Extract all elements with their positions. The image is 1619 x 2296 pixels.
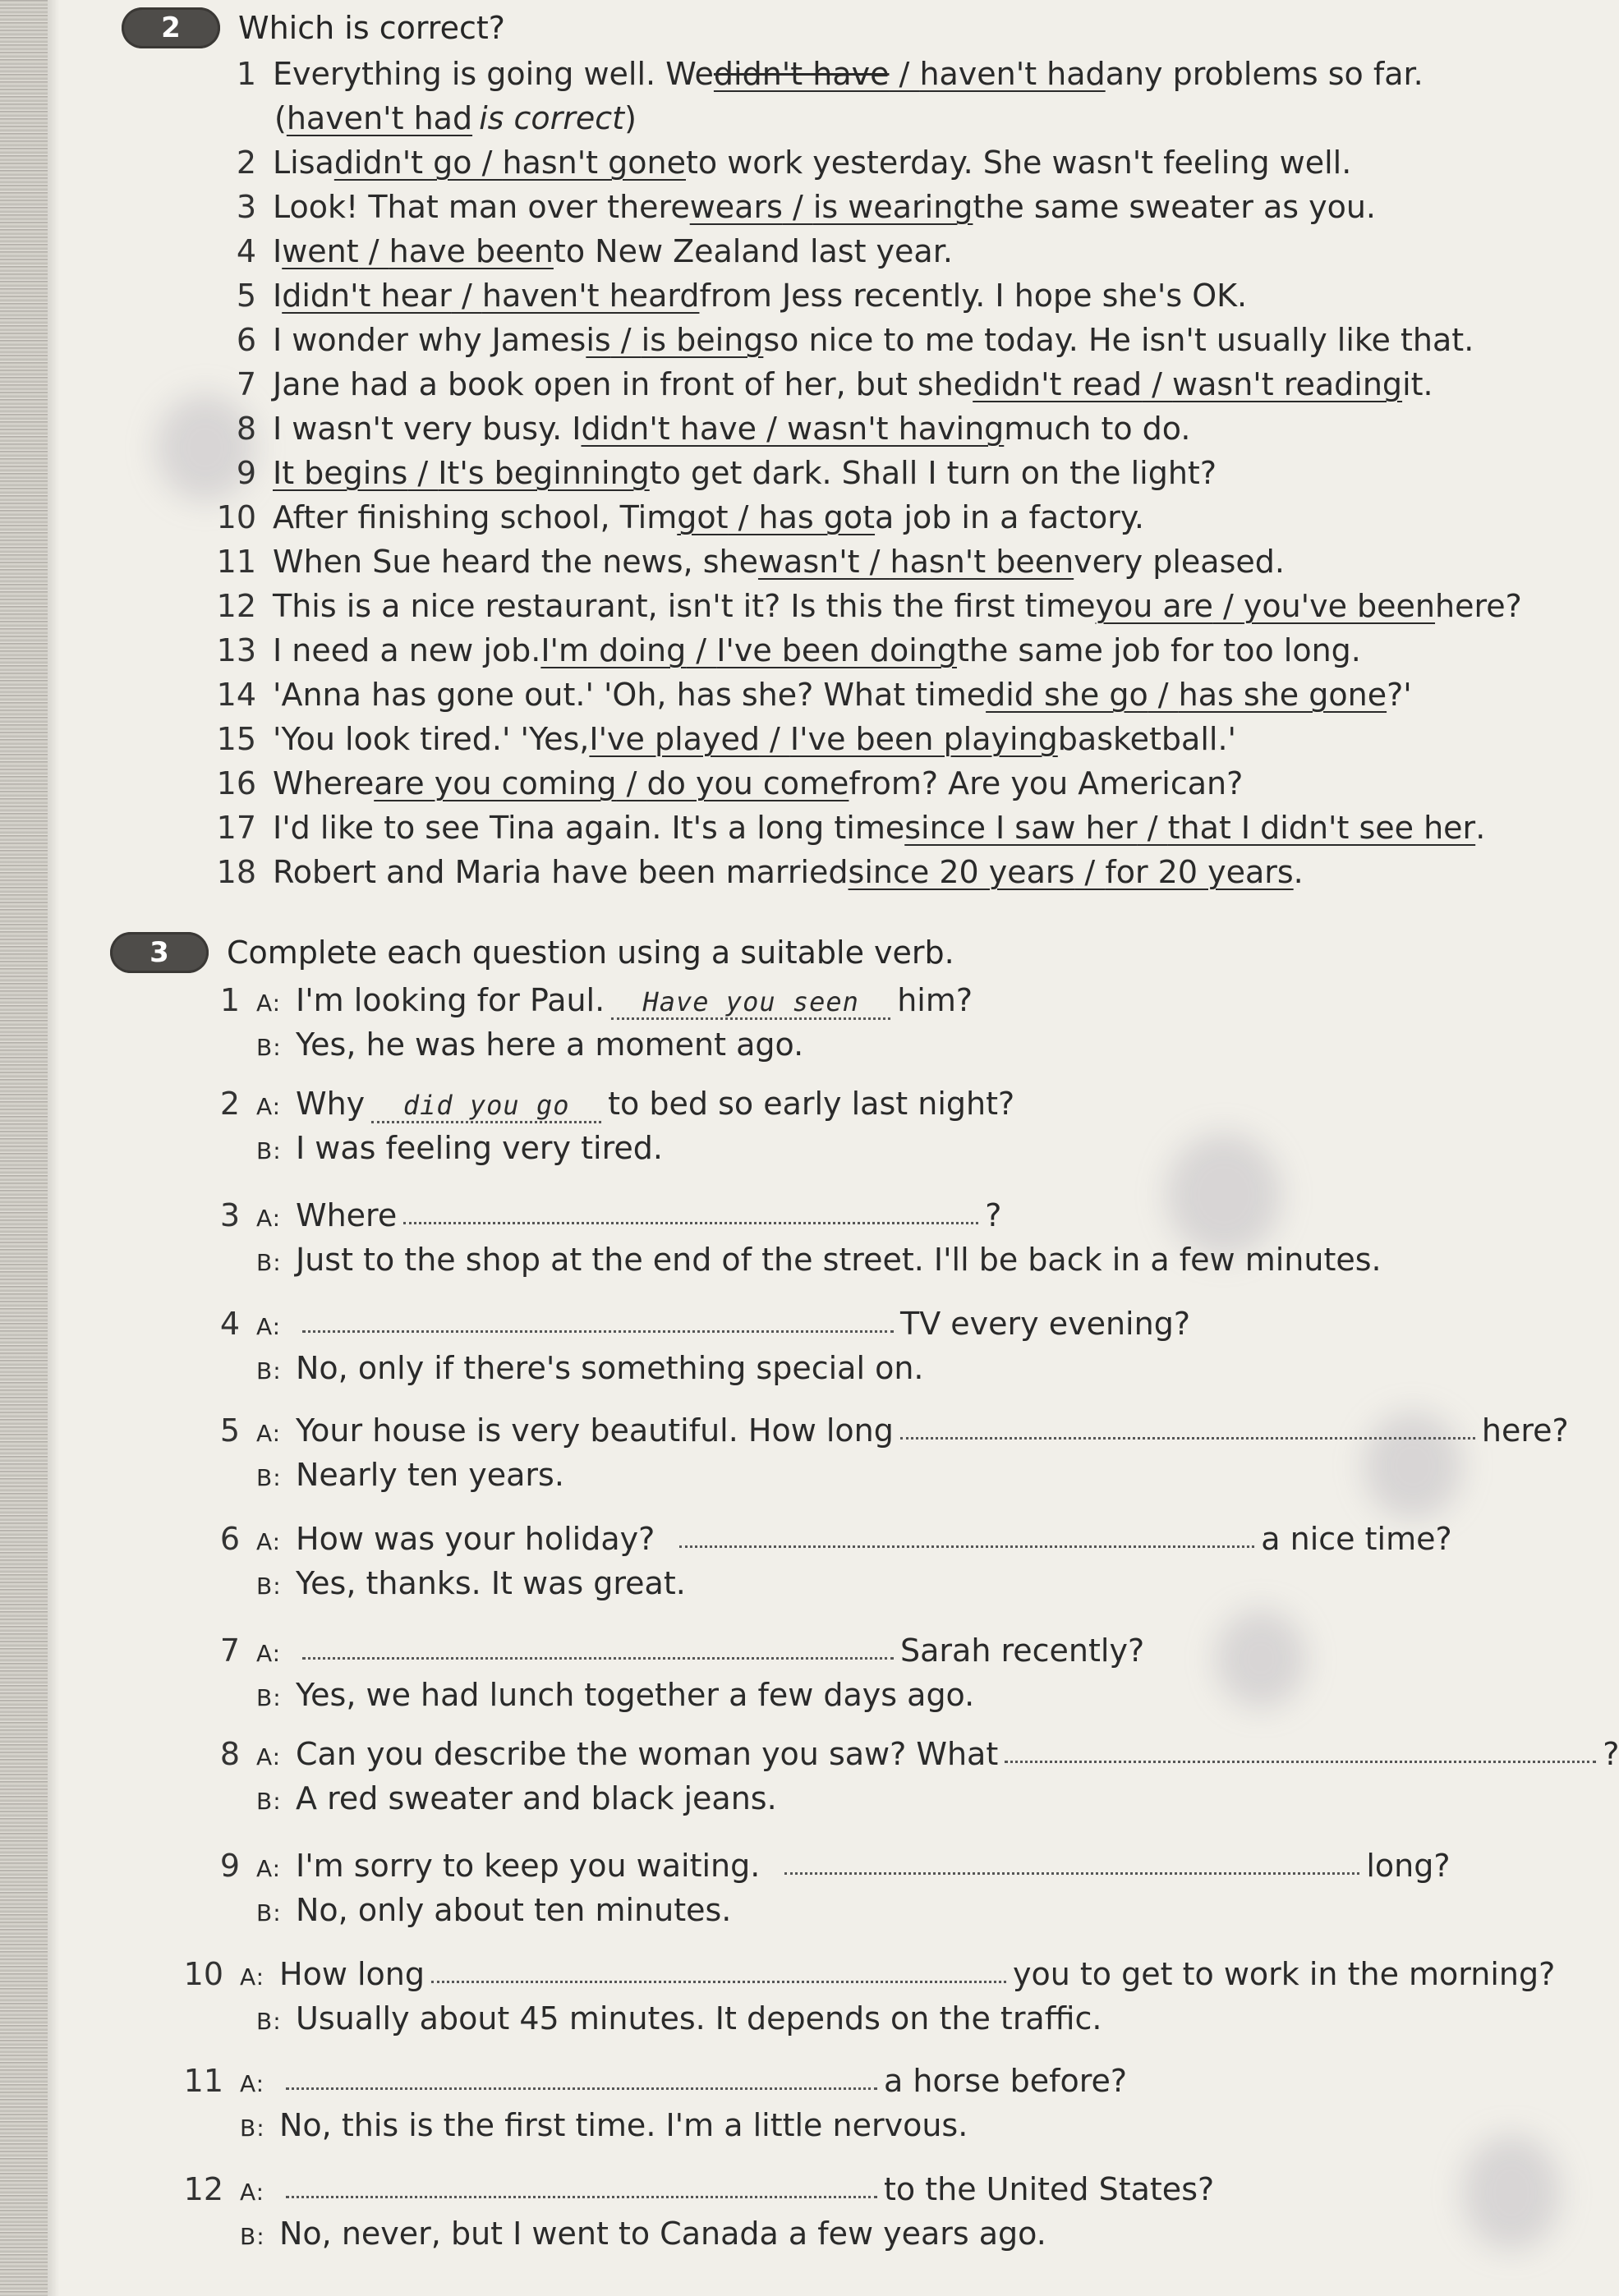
exercise-3-line-b	[191, 1242, 1382, 1286]
exercise-2-item	[207, 455, 1217, 499]
speaker-label: A:	[256, 1528, 282, 1555]
item-number: 16	[216, 765, 256, 801]
answer-blank[interactable]	[679, 1542, 1254, 1548]
speaker-label: B:	[256, 2008, 282, 2035]
choice-option[interactable]: didn't go	[333, 145, 472, 181]
response-text: Yes, he was here a moment ago.	[296, 1026, 804, 1063]
answer-blank[interactable]	[302, 1654, 894, 1660]
response-text: A red sweater and black jeans.	[296, 1780, 777, 1816]
item-text: I need a new job.	[273, 632, 541, 668]
speaker-label: B:	[256, 1899, 282, 1926]
item-text: I wasn't very busy. I	[273, 411, 582, 447]
example-correct-answer: haven't had	[286, 100, 473, 136]
item-text: ?'	[1387, 677, 1412, 713]
item-text: 'Anna has gone out.' 'Oh, has she? What time	[273, 677, 987, 713]
exercise-3-line-a	[191, 1521, 1452, 1565]
item-text: Where	[273, 765, 375, 801]
exercise-3-line-a	[191, 1086, 1014, 1130]
choice-pair: since 20 years / for 20 years	[848, 854, 1294, 890]
choice-option-crossed[interactable]: didn't have	[713, 56, 890, 92]
choice-option[interactable]: It begins	[273, 455, 408, 491]
question-text: to the United States?	[884, 2171, 1215, 2207]
exercise-3-line-b	[191, 1026, 803, 1071]
speaker-label: A:	[256, 990, 282, 1017]
item-text: a job in a factory.	[875, 499, 1144, 535]
item-text: any problems so far.	[1105, 56, 1424, 92]
answer-blank[interactable]	[784, 1869, 1359, 1875]
exercise-2-item	[207, 499, 1144, 544]
item-number: 3	[236, 189, 256, 225]
exercise-3-header	[110, 931, 954, 974]
choice-option[interactable]: wasn't having	[786, 411, 1005, 447]
speaker-label: B:	[256, 1573, 282, 1600]
item-number: 6	[219, 1521, 240, 1557]
choice-option[interactable]: is being	[641, 322, 764, 358]
choice-option[interactable]: I've been doing	[716, 632, 957, 668]
speaker-label: A:	[256, 1093, 282, 1120]
answer-blank[interactable]: did you go	[371, 1090, 601, 1123]
item-number: 14	[216, 677, 256, 713]
choice-option[interactable]: wasn't	[757, 544, 860, 580]
exercise-3-line-b	[191, 2000, 1102, 2045]
choice-option[interactable]: is wearing	[812, 189, 973, 225]
choice-option[interactable]: that I didn't see her	[1167, 810, 1476, 846]
answer-blank[interactable]: Have you seen	[611, 986, 890, 1020]
choice-pair: I've played / I've been playing	[589, 721, 1058, 757]
item-text: 'You look tired.' 'Yes,	[273, 721, 590, 757]
item-text: Everything is going well. We	[273, 56, 714, 92]
exercise-2-item	[207, 189, 1376, 233]
item-text: This is a nice restaurant, isn't it? Is this the first time	[273, 588, 1096, 624]
exercise-2-item	[207, 810, 1485, 854]
question-text: you to get to work in the morning?	[1013, 1956, 1556, 1992]
choice-option[interactable]: It's beginning	[438, 455, 650, 491]
item-text: Look! That man over there	[273, 189, 690, 225]
choice-pair: wasn't / hasn't been	[757, 544, 1074, 580]
item-number: 9	[219, 1848, 240, 1884]
choice-pair: did she go / has she gone	[986, 677, 1387, 713]
item-text: .	[1475, 810, 1486, 846]
exercise-3-line-a	[174, 1956, 1555, 2000]
answer-blank[interactable]	[302, 1327, 894, 1333]
exercise-3-line-a	[191, 1197, 1001, 1242]
speaker-label: A:	[256, 1205, 282, 1232]
exercise-2-item	[207, 366, 1433, 411]
question-text: to bed so early last night?	[608, 1086, 1015, 1122]
speaker-label: B:	[256, 1137, 282, 1164]
choice-option[interactable]: haven't heard	[481, 278, 700, 314]
question-text: Sarah recently?	[900, 1632, 1145, 1669]
exercise-2-item	[207, 411, 1190, 455]
item-text: I	[273, 278, 283, 314]
question-text: Your house is very beautiful. How long	[296, 1412, 894, 1449]
speaker-label: A:	[256, 1420, 282, 1447]
exercise-3-line-a	[191, 1632, 1144, 1677]
exercise-3-line-a	[174, 2171, 1214, 2216]
exercise-instruction: Complete each question using a suitable verb.	[227, 934, 954, 971]
exercise-2-item	[207, 322, 1474, 366]
choice-option[interactable]: I've been playing	[789, 721, 1058, 757]
exercise-2-item	[207, 278, 1247, 322]
item-number: 9	[236, 455, 256, 491]
item-number: 7	[219, 1632, 240, 1669]
exercise-2-item	[207, 588, 1522, 632]
item-text: Lisa	[273, 145, 334, 181]
exercise-number-badge: 2	[122, 7, 220, 48]
question-text: I'm looking for Paul.	[296, 982, 605, 1018]
item-text: After finishing school, Tim	[273, 499, 678, 535]
choice-option[interactable]: are you coming	[374, 765, 617, 801]
exercise-3-line-a	[191, 982, 973, 1026]
exercise-2-item	[207, 765, 1243, 810]
item-text: so nice to me today. He isn't usually like that.	[763, 322, 1474, 358]
question-text: him?	[897, 982, 973, 1018]
exercise-2-item	[207, 56, 1424, 100]
exercise-3-line-b	[174, 2216, 1046, 2260]
exercise-2-item	[207, 854, 1304, 898]
item-text: Jane had a book open in front of her, but she	[273, 366, 973, 402]
response-text: Just to the shop at the end of the street. I'll be back in a few minutes.	[296, 1242, 1382, 1278]
item-number: 13	[216, 632, 256, 668]
question-text: ?	[1603, 1736, 1619, 1772]
item-text: I	[273, 233, 283, 269]
exercise-2-item	[207, 677, 1412, 721]
exercise-2-item	[207, 233, 953, 278]
answer-blank[interactable]	[431, 1977, 1006, 1983]
item-number: 10	[183, 1956, 223, 1992]
answer-blank[interactable]	[1005, 1757, 1596, 1763]
exercise-3-line-a	[191, 1306, 1190, 1350]
speaker-label: A:	[240, 2070, 265, 2097]
question-text: a horse before?	[884, 2063, 1128, 2099]
question-text: I'm sorry to keep you waiting.	[296, 1848, 761, 1884]
question-text: long?	[1366, 1848, 1451, 1884]
question-text: How was your holiday?	[296, 1521, 655, 1557]
exercise-2-item	[207, 145, 1351, 189]
choice-option[interactable]: I've played	[589, 721, 760, 757]
item-number: 18	[216, 854, 256, 890]
choice-option[interactable]: have been	[389, 233, 554, 269]
item-number: 1	[219, 982, 240, 1018]
exercise-3-line-b	[191, 1677, 974, 1721]
item-text: When Sue heard the news, she	[273, 544, 758, 580]
choice-pair: It begins / It's beginning	[273, 455, 650, 491]
choice-option[interactable]: didn't have	[581, 411, 757, 447]
item-number: 5	[236, 278, 256, 314]
item-number: 17	[216, 810, 256, 846]
response-text: Yes, thanks. It was great.	[296, 1565, 686, 1601]
item-number: 8	[236, 411, 256, 447]
choice-option[interactable]: for 20 years	[1105, 854, 1294, 890]
exercise-3-line-b	[191, 1350, 924, 1394]
choice-option[interactable]: you've been	[1243, 588, 1436, 624]
choice-pair: are you coming / do you come	[374, 765, 849, 801]
question-text: Where	[296, 1197, 398, 1233]
choice-option[interactable]: wears	[689, 189, 783, 225]
choice-option[interactable]: did she go	[986, 677, 1148, 713]
answer-blank[interactable]	[286, 2084, 877, 2090]
response-text: Nearly ten years.	[296, 1457, 564, 1493]
item-text: it.	[1402, 366, 1433, 402]
item-number: 12	[216, 588, 256, 624]
choice-pair: since I saw her / that I didn't see her	[904, 810, 1476, 846]
exercise-3-line-a	[191, 1412, 1569, 1457]
item-text: Robert and Maria have been married	[273, 854, 849, 890]
item-number: 1	[236, 56, 256, 92]
speaker-label: A:	[256, 1855, 282, 1882]
choice-pair: wears / is wearing	[689, 189, 973, 225]
item-text: very pleased.	[1074, 544, 1285, 580]
question-text: here?	[1481, 1412, 1569, 1449]
choice-option[interactable]: since 20 years	[848, 854, 1075, 890]
item-text: here?	[1435, 588, 1522, 624]
choice-option[interactable]: has got	[758, 499, 876, 535]
item-text: to get dark. Shall I turn on the light?	[649, 455, 1217, 491]
choice-option[interactable]: went	[282, 233, 359, 269]
item-text: to New Zealand last year.	[553, 233, 953, 269]
choice-option[interactable]: hasn't been	[890, 544, 1074, 580]
choice-pair: didn't hear / haven't heard	[282, 278, 700, 314]
exercise-number-badge: 3	[110, 932, 209, 973]
exercise-2-item	[207, 544, 1285, 588]
exercise-3-line-b	[191, 1780, 777, 1825]
choice-option[interactable]: didn't hear	[282, 278, 452, 314]
item-number: 3	[219, 1197, 240, 1233]
response-text: Yes, we had lunch together a few days ago.	[296, 1677, 975, 1713]
item-number: 11	[183, 2063, 223, 2099]
question-text: Why	[296, 1086, 366, 1122]
question-text: ?	[985, 1197, 1002, 1233]
answer-blank[interactable]	[900, 1434, 1475, 1440]
item-number: 2	[219, 1086, 240, 1122]
item-number: 15	[216, 721, 256, 757]
response-text: No, only if there's something special on.	[296, 1350, 924, 1386]
response-text: Usually about 45 minutes. It depends on the traffic.	[296, 2000, 1102, 2037]
item-text: the same job for too long.	[956, 632, 1361, 668]
item-number: 6	[236, 322, 256, 358]
example-note-text: is correct	[479, 100, 625, 136]
choice-pair: didn't have / wasn't having	[581, 411, 1005, 447]
item-text: the same sweater as you.	[973, 189, 1377, 225]
exercise-3-line-a	[191, 1736, 1619, 1780]
choice-pair: got / has got	[677, 499, 876, 535]
item-text: I wonder why James	[273, 322, 586, 358]
choice-option[interactable]: since I saw her	[904, 810, 1138, 846]
item-number: 7	[236, 366, 256, 402]
speaker-label: B:	[240, 2223, 265, 2250]
answer-blank[interactable]	[286, 2193, 877, 2198]
question-text: TV every evening?	[900, 1306, 1190, 1342]
choice-pair: didn't go / hasn't gone	[333, 145, 686, 181]
speaker-label: A:	[256, 1640, 282, 1667]
speaker-label: A:	[240, 1963, 265, 1991]
speaker-label: B:	[256, 1034, 282, 1061]
choice-option[interactable]: got	[677, 499, 729, 535]
answer-blank[interactable]	[403, 1219, 978, 1224]
choice-pair: didn't have / haven't had	[713, 56, 1106, 92]
choice-option[interactable]: wasn't reading	[1172, 366, 1403, 402]
item-number: 4	[236, 233, 256, 269]
item-text: I'd like to see Tina again. It's a long time	[273, 810, 905, 846]
speaker-label: B:	[256, 1788, 282, 1815]
question-text: a nice time?	[1261, 1521, 1452, 1557]
item-number: 11	[216, 544, 256, 580]
question-text: How long	[279, 1956, 425, 1992]
item-number: 10	[216, 499, 256, 535]
item-number: 5	[219, 1412, 240, 1449]
exercise-instruction: Which is correct?	[238, 10, 505, 46]
item-text: from Jess recently. I hope she's OK.	[699, 278, 1248, 314]
exercise-3-line-b	[191, 1457, 564, 1501]
choice-option[interactable]: I'm doing	[540, 632, 687, 668]
item-text: .	[1293, 854, 1304, 890]
speaker-label: A:	[240, 2179, 265, 2206]
choice-pair: I'm doing / I've been doing	[540, 632, 957, 668]
item-number: 4	[219, 1306, 240, 1342]
choice-option[interactable]: do you come	[646, 765, 849, 801]
choice-option[interactable]: hasn't gone	[502, 145, 686, 181]
response-text: I was feeling very tired.	[296, 1130, 663, 1166]
response-text: No, this is the first time. I'm a little nervous.	[279, 2107, 968, 2143]
example-note: (haven't had is correct)	[274, 100, 637, 136]
choice-option[interactable]: didn't read	[973, 366, 1143, 402]
choice-option[interactable]: haven't had	[919, 56, 1106, 92]
choice-pair: didn't read / wasn't reading	[973, 366, 1403, 402]
choice-pair: went / have been	[282, 233, 554, 269]
choice-option[interactable]: you are	[1095, 588, 1213, 624]
speaker-label: B:	[256, 1684, 282, 1711]
exercise-2-item	[207, 632, 1361, 677]
response-text: No, never, but I went to Canada a few years ago.	[279, 2216, 1046, 2252]
exercise-3-line-b	[174, 2107, 968, 2151]
item-text: from? Are you American?	[849, 765, 1244, 801]
choice-pair: is / is being	[586, 322, 764, 358]
speaker-label: B:	[256, 1357, 282, 1384]
item-number: 2	[236, 145, 256, 181]
item-text: to work yesterday. She wasn't feeling well.	[685, 145, 1352, 181]
item-text: basketball.'	[1057, 721, 1236, 757]
speaker-label: B:	[256, 1464, 282, 1491]
exercise-2-item	[207, 721, 1236, 765]
response-text: No, only about ten minutes.	[296, 1892, 732, 1928]
question-text: Can you describe the woman you saw? What	[296, 1736, 999, 1772]
exercise-2-header	[122, 7, 505, 49]
exercise-3-line-a	[191, 1848, 1451, 1892]
exercise-3-line-b	[191, 1130, 663, 1174]
speaker-label: B:	[256, 1249, 282, 1276]
speaker-label: A:	[256, 1743, 282, 1770]
choice-option[interactable]: has she gone	[1178, 677, 1387, 713]
exercise-3-line-b	[191, 1565, 686, 1609]
speaker-label: A:	[256, 1313, 282, 1340]
exercise-3-line-b	[191, 1892, 731, 1936]
choice-pair: you are / you've been	[1095, 588, 1436, 624]
item-number: 12	[183, 2171, 223, 2207]
item-number: 8	[219, 1736, 240, 1772]
speaker-label: B:	[240, 2115, 265, 2142]
item-text: much to do.	[1004, 411, 1191, 447]
exercise-3-line-a	[174, 2063, 1127, 2107]
choice-option[interactable]: is	[586, 322, 611, 358]
